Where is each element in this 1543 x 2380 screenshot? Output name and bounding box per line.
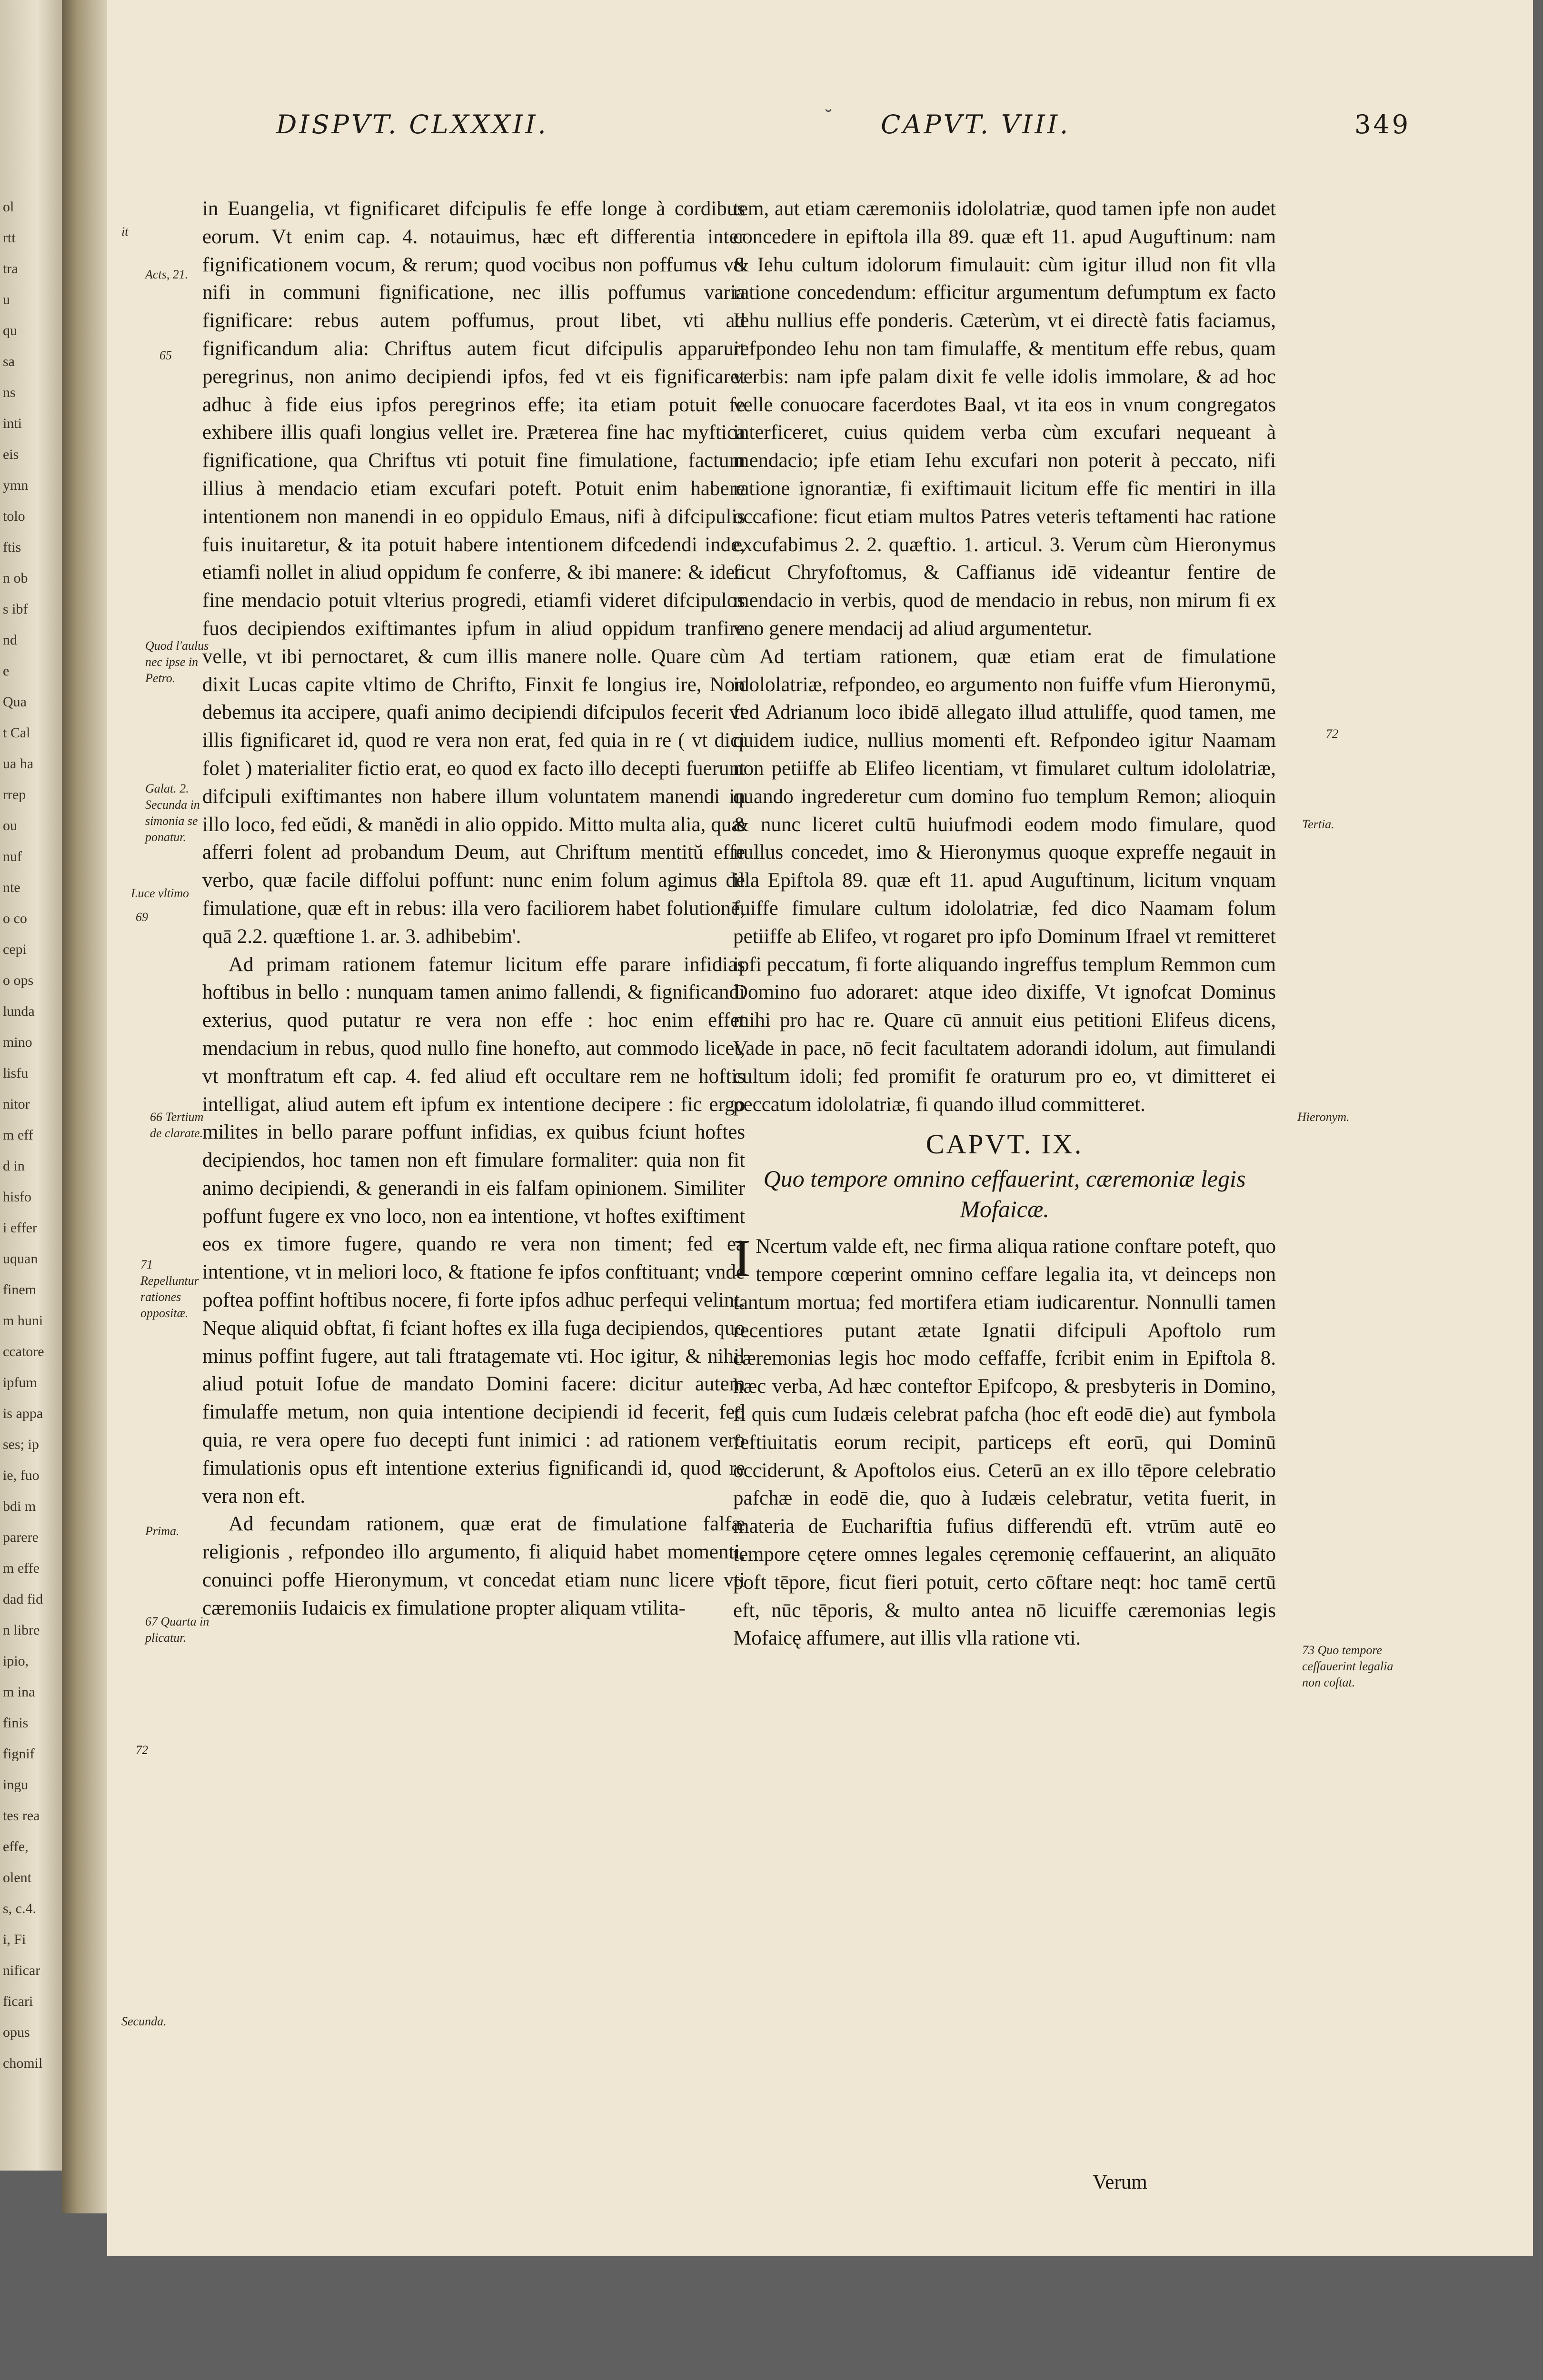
page-number: 349: [1354, 109, 1411, 139]
facing-page-fragment: parere: [3, 1530, 39, 1545]
facing-page-fragment: is appa: [3, 1407, 43, 1421]
facing-page-fragment: uquan: [3, 1252, 38, 1266]
margin-note: 66 Tertium de clarate.: [150, 1110, 204, 1140]
facing-page-fragment: ipfum: [3, 1376, 37, 1390]
facing-page-fragment: ccatore: [3, 1345, 44, 1359]
facing-page-fragment: sa: [3, 355, 15, 369]
facing-page-fragment: tra: [3, 262, 18, 276]
facing-page-fragment: olent: [3, 1871, 31, 1885]
facing-page-fragment: lunda: [3, 1004, 35, 1019]
chapter-heading: CAPVT. IX.: [926, 1129, 1084, 1160]
book-gutter: [62, 0, 107, 2213]
facing-page-fragment: nuf: [3, 850, 22, 864]
facing-page-fragment: n ob: [3, 571, 28, 585]
facing-page-fragment: e: [3, 664, 10, 678]
facing-page-fragment: effe,: [3, 1840, 29, 1854]
facing-page-fragment: s, c.4.: [3, 1902, 36, 1916]
facing-page-fragment: fignif: [3, 1747, 35, 1761]
margin-note: Secunda.: [121, 2014, 167, 2028]
facing-page-fragment: dad fid: [3, 1592, 43, 1606]
facing-page-fragment: s ibf: [3, 602, 28, 616]
facing-page-fragment: m huni: [3, 1314, 43, 1328]
margin-note: Prima.: [145, 1524, 179, 1538]
margin-note: 72: [136, 1743, 148, 1757]
margin-note: it: [121, 225, 129, 238]
facing-page-fragment: nificar: [3, 1964, 40, 1978]
drop-cap: I: [733, 1229, 751, 1289]
facing-page-fragment: ses; ip: [3, 1438, 39, 1452]
facing-page-fragment: qu: [3, 324, 17, 338]
margin-note: 73 Quo tempore ceſſauerint legalia non coſtat.: [1302, 1643, 1394, 1689]
facing-page-fragment: tes rea: [3, 1809, 40, 1823]
text-column-right: [733, 195, 1276, 1653]
facing-page-fragment: ftis: [3, 540, 21, 555]
facing-page-fragment: Qua: [3, 695, 27, 709]
facing-page-fragment: finis: [3, 1716, 29, 1730]
facing-page-fragment: mino: [3, 1035, 32, 1050]
margin-note: Quod l'aulus nec ipse in Petro.: [145, 639, 209, 685]
facing-page-fragment: tolo: [3, 509, 25, 524]
running-header-left: DISPVT. CLXXXII.: [276, 109, 548, 139]
facing-page-fragment: o ops: [3, 973, 34, 988]
chapter-title: Quo tempore omnino ceffauerint, cæremoniæ legis Mofaicæ.: [763, 1165, 1246, 1223]
facing-page-fragment: eis: [3, 447, 19, 462]
running-header-right: CAPVT. VIII.: [881, 109, 1071, 139]
facing-page-fragment: m effe: [3, 1561, 40, 1576]
book-page: [107, 0, 1533, 2256]
facing-page-edge: [0, 0, 62, 2171]
facing-page-fragment: ficari: [3, 1994, 33, 2009]
facing-page-fragment: rrep: [3, 788, 26, 802]
facing-page-fragment: ie, fuo: [3, 1468, 40, 1483]
facing-page-fragment: nte: [3, 881, 20, 895]
facing-page-fragment: i, Fi: [3, 1933, 26, 1947]
facing-page-fragment: rtt: [3, 231, 16, 245]
paragraph: in Euangelia, vt fignificaret difcipulis fe effe longe à cordibus eorum. Vt enim cap. 4. notauimus, hæc eft differentia inter fignificationem vocum, & rerum; quod vocibus non poffumus vti nifi in communi fignificatione, nec illis poffumus varia fignificare: rebus autem poffumus, prout libet, vti ad fignificandum alia: Chriftus autem ficut difcipulis apparuit peregrinus, non animo decipiendi ipfos, fed vt eis fignificaret adhuc à fide eius ipfos peregrinos effe; ita etiam potuit fe exhibere illis quafi longius vellet ire. Præterea fine hac myftica fignificatione, qua Chriftus vti potuit fine fimulatione, factum illius à mendacio etiam excufari poteft. Potuit enim habere intentionem non manendi in eo oppidulo Emaus, nifi à difcipulis fuis inuitaretur, & ita potuit habere intentionem difcedendi inde, etiamfi nollet in aliud oppidum fe conferre, & ibi manere: & ideo fine mendacio potuit vlterius progredi, etiamfi videret difcipulos fuos decipiendos exiftimantes ipfum in aliud oppidum tranfire velle, vt ibi pernoctaret, & cum illis manere nolle. Quare cùm dixit Lucas capite vltimo de Chrifto, Finxit fe longius ire, Non debemus ita accipere, quafi animo decipiendi difcipulos fecerit vt illis fignificaret id, quod re vera non erat, fed quia in re ( vt dici folet ) materialiter fictio erat, eo quod ex facto illo decepti fuerunt difcipuli exiftimantes non habere illum voluntatem manendi in illo loco, fed eŭdi, & manĕdi in alio oppido. Mitto multa alia, quæ afferri folent ad probandum Deum, aut Chriftum mentitŭ effe verbo, quæ facile diffolui poffunt: nunc enim folum agimus de fimulatione, quæ eft in rebus: illa vero faciliorem habet folutionē, quā 2.2. quæftione 1. ar. 3. adhibebim'.: [202, 198, 745, 948]
chapter-text: Ncertum valde eft, nec firma aliqua ratione conftare poteft, quo tempore cœperint omnino ceffare legalia ita, vt deinceps non tantum mortua; fed mortifera etiam iudicarentur. Nonnulli tamen recentiores putant ætate Ignatii difcipuli Apoftolo rum cæremonias legis hoc modo ceffaffe, fcribit enim in Epiftola 8. hæc verba, Ad hæc conteftor Epifcopo, & presbyteris in Domino, fi quis cum Iudæis celebrat pafcha (hoc eft eodē die) aut fymbola feftiuitatis eorum recipit, particeps eft eorū, qui Dominū occiderunt, & Apoftolos eius. Ceterū an ex illo tēpore celebratio pafchæ in eodē die, quo à Iudæis celebratur, vetita fuerit, in materia de Euchariftia fufius differendū eft. vtrūm autē eo tempore cętere omnes legales cęremonię ceffauerint, an aliquāto poft tēpore, ficut fieri potuit, certo cōftare neqt: hoc tamē certū eft, nūc tēporis, & multo antea nō licuiffe cæremonias legis Mofaicę affumere, aut illis vlla ratione vti.: [733, 1235, 1276, 1650]
paragraph: tem, aut etiam cæremoniis idololatriæ, quod tamen ipfe non audet concedere in epiftola illa 89. quæ eft 11. apud Auguftinum: nam & Iehu cultum idolorum fimulauit: cùm igitur illud non fit vlla ratione concedendum: efficitur argumentum defumptum ex facto Iehu nullius effe ponderis. Cæterùm, vt ei directè fatis faciamus, refpondeo Iehu non tam fimulaffe, & mentitum effe rebus, quam verbis: nam ipfe palam dixit fe velle idolis immolare, & ad hoc velle conuocare facerdotes Baal, vt ita eos in vnum congregatos interficeret, cuius quidem verba cùm excufari nequeant à mendacio; ipfe etiam Iehu excufari non poterit à peccato, nifi ratione ignorantiæ, fi exiftimauit licitum effe fic mentiri in illa occafione: ficut etiam multos Patres veteris teftamenti hac ratione excufabimus 2. 2. quæftio. 1. articul. 3. Verum cùm Hieronymus ficut Chryfoftomus, & Caffianus idē videantur fentire de mendacio in verbis, quod de mendacio in rebus, non mirum fi ex vno genere mendacij ad aliud argumentetur.: [733, 198, 1276, 640]
facing-page-fragment: n libre: [3, 1623, 40, 1637]
catchword: Verum: [1093, 2171, 1147, 2193]
facing-page-fragment: t Cal: [3, 726, 30, 740]
margin-note: Acts, 21.: [145, 268, 189, 281]
facing-page-fragment: u: [3, 293, 10, 307]
facing-page-fragment: ymn: [3, 478, 29, 493]
facing-page-fragment: chomil: [3, 2056, 43, 2071]
margin-note: Hieronym.: [1297, 1110, 1350, 1124]
facing-page-fragment: hisfo: [3, 1190, 31, 1204]
facing-page-fragment: ipio,: [3, 1654, 29, 1668]
facing-page-fragment: inti: [3, 416, 22, 431]
facing-page-fragment: opus: [3, 2025, 30, 2040]
facing-page-fragment: nd: [3, 633, 17, 647]
header-mark: ˘: [824, 107, 833, 129]
facing-page-fragment: nitor: [3, 1097, 30, 1111]
facing-page-fragment: d in: [3, 1159, 25, 1173]
facing-page-fragment: ol: [3, 200, 14, 214]
margin-note: 65: [159, 348, 172, 362]
margin-note: 67 Quarta in plicatur.: [145, 1615, 209, 1645]
facing-page-fragment: o co: [3, 912, 27, 926]
facing-page-fragment: ingu: [3, 1778, 29, 1792]
facing-page-fragment: m ina: [3, 1685, 35, 1699]
facing-page-fragment: m eff: [3, 1128, 33, 1142]
facing-page-fragment: i effer: [3, 1221, 37, 1235]
margin-note: 69: [136, 910, 148, 924]
margin-note: Tertia.: [1302, 817, 1334, 831]
facing-page-fragment: ua ha: [3, 757, 34, 771]
text-column-left: [202, 195, 745, 1623]
chapter-paragraph: [733, 1229, 1276, 1653]
paragraph: Ad tertiam rationem, quæ etiam erat de fimulatione idololatriæ, refpondeo, eo argumento non fuiffe vfum Hieronymū, fed Adrianum loco ibidē allegato illud attuliffe, quod tamen, me quidem iudice, nullius momenti eft. Refpondeo igitur Naamam non petiiffe ab Elifeo licentiam, vt fimularet cultum idololatriæ, quando ingrederetur cum domino fuo templum Remon; alioquin & nunc liceret cultū huiufmodi eodem modo fimulare, quod nullus concedet, imo & Hieronymus quoque expreffe negauit in illa Epiftola 89. quæ eft 11. apud Auguftinum, licitum vnquam fuiffe fimulare cultum idololatriæ, fed dico Naamam folum petiiffe ab Elifeo, vt rogaret pro ipfo Dominum Ifrael vt remitteret ipfi peccatum, fi forte aliquando ingreffus templum Remmon cum Domino fuo adoraret: atque ideo dixiffe, Vt ignofcat Dominus mihi pro hac re. Quare cū annuit eius petitioni Elifeus dicens, Vade in pace, nō fecit facultatem adorandi idolum, aut fimulandi cultum idoli; fed promifit fe oraturum pro eo, vt dimitteret ei peccatum idololatriæ, fi quando illud committeret.: [733, 645, 1276, 1116]
facing-page-fragment: lisfu: [3, 1066, 29, 1081]
margin-note: Luce vltimo: [131, 886, 189, 900]
facing-page-fragment: cepi: [3, 942, 27, 957]
margin-note: Galat. 2. Secunda in simonia se ponatur.: [145, 782, 200, 844]
paragraph: Ad primam rationem fatemur licitum effe parare infidias hoftibus in bello : nunquam tamen animo fallendi, & fignificandi exterius, quod putatur re vera non effe : hoc enim effet mendacium in rebus, quod nullo fine honefto, aut commodo licet, vt monftratum eft cap. 4. fed aliud eft occultare rem ne hoftis intelligat, aliud autem eft ipfum ex intentione decipere : fic ergo milites in bello parare poffunt infidias, ex quibus fciunt hoftes decipiendos, hoc tamen non eft fimulare formaliter: quia non fit animo decipiendi, & generandi in eis falfam opinionem. Similiter poffunt fugere ex vno loco, non ea intentione, vt hoftes exiftiment eos ex timore fugere, quando re vera non timent; fed ea intentione, vt in meliori loco, & ftatione fe ipfos conftituant; vnde poftea poffint hoftibus nocere, fi forte ipfos adhuc perfequi velint. Neque aliquid obftat, fi fciant hoftes ex illa fuga decipiendos, quo minus poffint fugere, aut tali ftratagemate vti. Hoc igitur, & nihil aliud potuit Iofue de mandato Domini facere: dicitur autem fimulaffe metum, non quia intentione decipiendi id fecerit, fed quia, re vera opere fuo decepti funt inimici : ad rationem vero fimulationis opus eft intentione exterius fignificandi id, quod re vera non eft.: [202, 953, 745, 1507]
facing-page-fragment: finem: [3, 1283, 36, 1297]
margin-note: 71 Repelluntur rationes oppositæ.: [140, 1258, 199, 1320]
facing-page-fragment: ou: [3, 819, 17, 833]
paragraph: Ad fecundam rationem, quæ erat de fimulatione falfæ religionis , refpondeo illo argumento, fi aliquid habet momenti, conuinci poffe Hieronymum, vt concedat etiam nunc licere vti cæremoniis Iudaicis ex fimulatione propter aliquam vtilita-: [202, 1513, 745, 1619]
facing-page-fragment: bdi m: [3, 1499, 36, 1514]
margin-note: 72: [1326, 727, 1338, 741]
facing-page-fragment: ns: [3, 386, 16, 400]
